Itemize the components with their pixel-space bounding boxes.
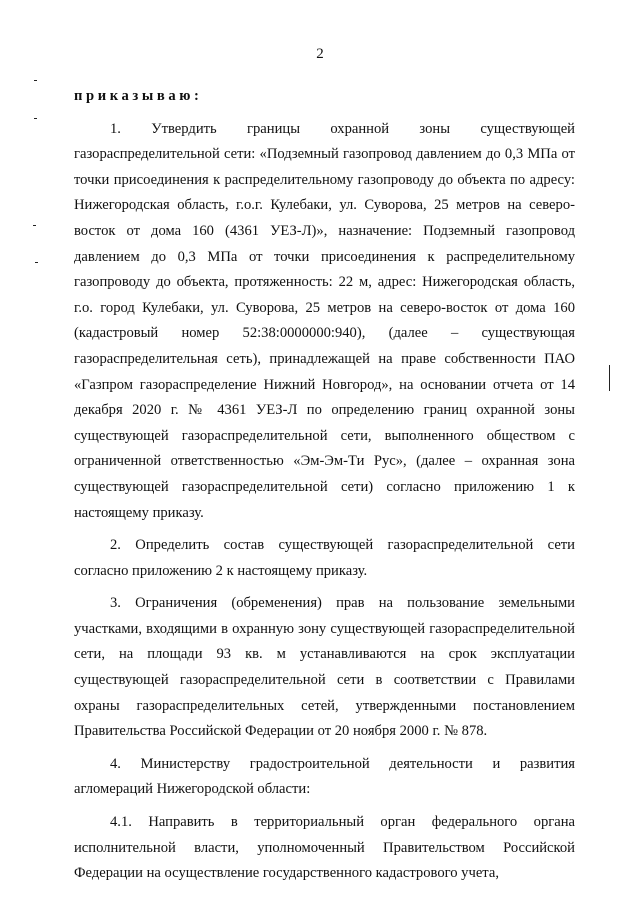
page-number: 2 xyxy=(316,46,324,62)
scan-mark xyxy=(33,225,36,226)
scan-mark xyxy=(34,80,37,81)
document-body xyxy=(74,84,575,894)
scan-mark xyxy=(35,262,38,263)
paragraph-4: 4. Министерству градостроительной деятельности и развития агломераций Нижегородской области: xyxy=(74,755,575,798)
scan-edge-line xyxy=(609,365,610,391)
scan-mark xyxy=(34,118,37,119)
paragraph-4-1: 4.1. Направить в территориальный орган федерального органа исполнительной власти, уполномоченный Правительством Российской Федерации на осуществление государственного кадастрового учета, xyxy=(74,814,575,882)
paragraph-3: 3. Ограничения (обременения) прав на пользование земельными участками, входящими в охранную зону существующей газораспределительной сети, на площади 93 кв. м устанавливаются на срок эксплуатации существующей газораспределительной сети в соответствии с Правилами охраны газораспределительных сетей, утвержденными постановлением Правительства Российской Федерации от 20 ноября 2000 г. № 878. xyxy=(74,595,575,740)
paragraph-2: 2. Определить состав существующей газораспределительной сети согласно приложению 2 к настоящему приказу. xyxy=(74,537,575,579)
order-heading: приказываю: xyxy=(74,88,203,104)
paragraph-1: 1. Утвердить границы охранной зоны существующей газораспределительной сети: «Подземный газопровод давлением до 0,3 МПа от точки присоединения к распределительному газопроводу до объекта по адресу: Нижегородская область, г.о.г. Кулебаки, ул. Суворова, 25 метров на северо-восток от дома 160 (4361 УЕЗ-Л)», назначение: Подземный газопровод давлением до 0,3 МПа от точки присоединения к распределительному газопроводу до объекта, протяженность: 22 м, адрес: Нижегородская область, г.о. город Кулебаки, ул. Суворова, 25 метров на северо-восток от дома 160 (кадастровый номер 52:38:0000000:940), (далее – существующая газораспределительная сеть), принадлежащей на праве собственности ПАО «Газпром газораспределение Нижний Новгород», на основании отчета от 14 декабря 2020 г. № 4361 УЕЗ-Л по определению границ охранной зоны существующей газораспределительной сети, выполненного обществом с ограниченной ответственностью «Эм-Эм-Ти Рус», (далее – охранная зона существующей газораспределительной сети) согласно приложению 1 к настоящему приказу. xyxy=(74,120,575,521)
